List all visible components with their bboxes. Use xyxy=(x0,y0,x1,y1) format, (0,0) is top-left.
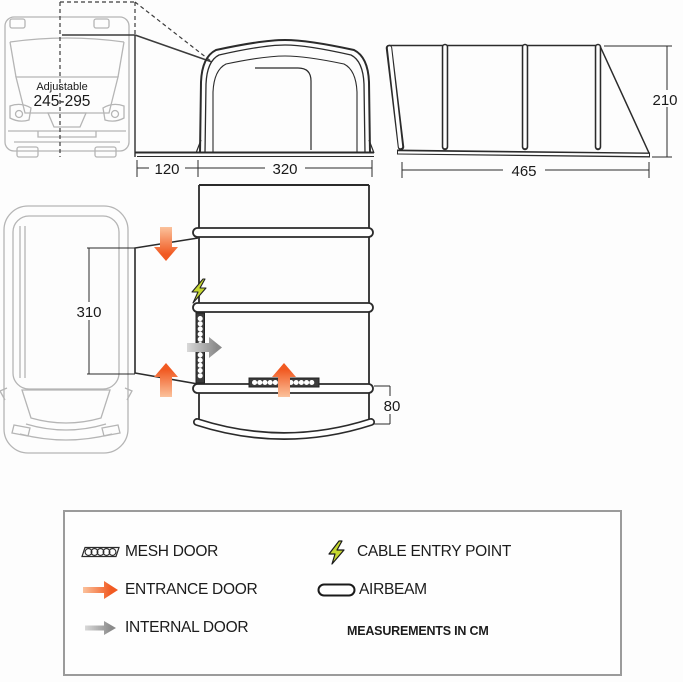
legend-label-internal-door: INTERNAL DOOR xyxy=(125,619,249,636)
airbeam-1 xyxy=(193,228,373,237)
dim-canopy-depth: 80 xyxy=(383,398,401,415)
awning-side-view xyxy=(389,46,650,156)
airbeam-2 xyxy=(193,303,373,312)
awning-front-view xyxy=(135,40,374,157)
awning-plan-view xyxy=(193,185,373,436)
legend-item-internal-door xyxy=(77,615,252,641)
svg-text:Adjustable: Adjustable xyxy=(36,81,88,93)
legend-item-airbeam xyxy=(315,577,429,603)
legend-box xyxy=(63,510,622,676)
cable-entry-icon xyxy=(327,540,347,565)
internal-door-icon xyxy=(85,619,118,637)
dim-tunnel-width: 120 xyxy=(154,161,180,178)
airbeam-icon xyxy=(317,582,357,598)
legend-label-cable-entry: CABLE ENTRY POINT xyxy=(357,543,512,560)
entrance-door-icon xyxy=(83,580,119,600)
dim-awning-height: 210 xyxy=(652,92,678,109)
legend-item-mesh-door xyxy=(77,539,221,565)
dim-awning-width: 320 xyxy=(272,161,298,178)
dim-side-length: 465 xyxy=(511,163,537,180)
legend-label-airbeam: AIRBEAM xyxy=(359,581,427,598)
van-front-label xyxy=(34,81,91,110)
front-door-outline xyxy=(255,68,311,150)
mesh-door-icon xyxy=(80,545,122,559)
grille xyxy=(48,113,86,127)
adjustable-range-dashed-lines xyxy=(60,2,212,157)
van-top-view xyxy=(0,206,132,453)
legend-note-measurements: MEASUREMENTS IN CM xyxy=(347,624,489,638)
legend-label-mesh-door: MESH DOOR xyxy=(125,543,219,560)
legend-item-cable-entry xyxy=(317,539,516,565)
legend-label-entrance-door: ENTRANCE DOOR xyxy=(125,581,258,598)
svg-text:245-295: 245-295 xyxy=(33,93,91,110)
dim-tunnel-length: 310 xyxy=(76,304,102,321)
legend-item-entrance-door xyxy=(77,577,262,603)
windshield-top xyxy=(22,390,110,423)
